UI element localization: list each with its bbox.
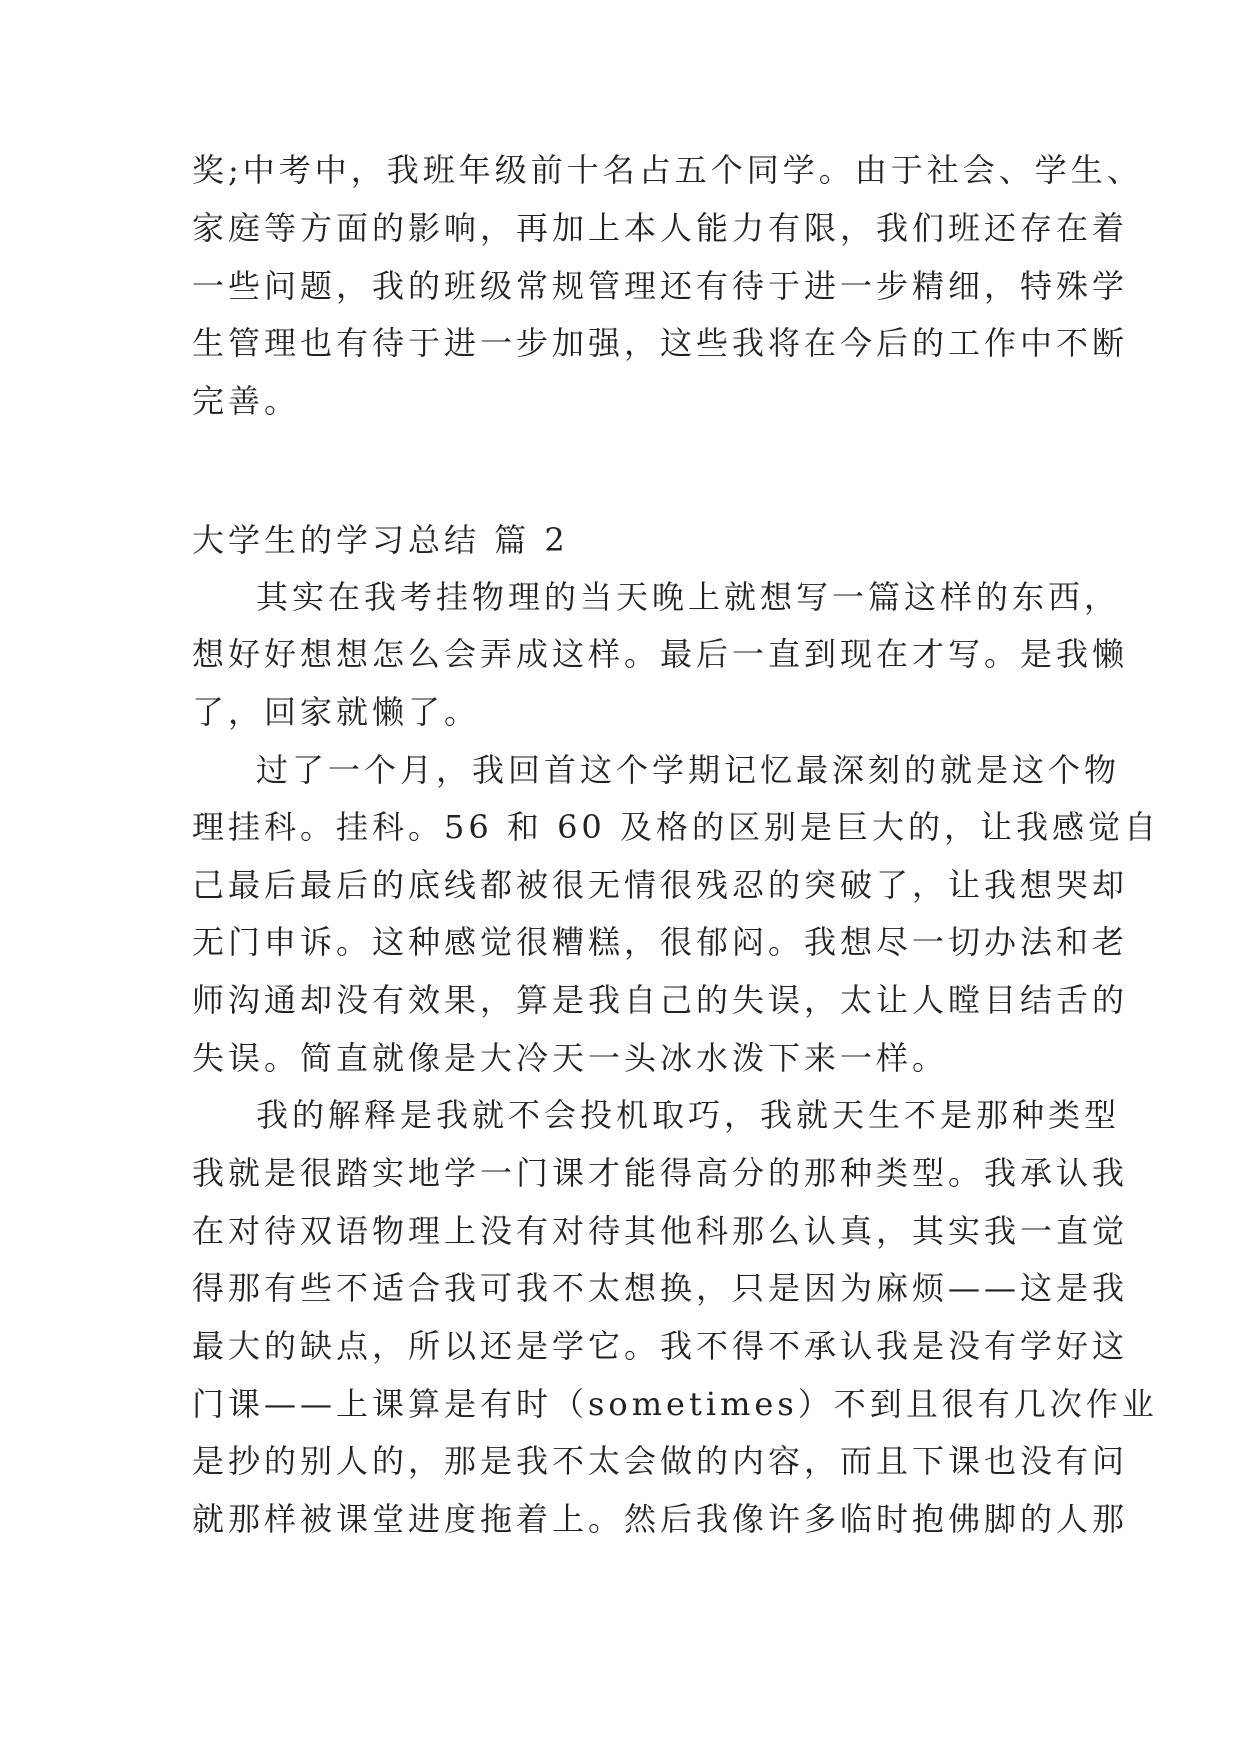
text-line: 是抄的别人的，那是我不太会做的内容，而且下课也没有问 xyxy=(192,1442,1129,1480)
text-line: 得那有些不适合我可我不太想换，只是因为麻烦——这是我 xyxy=(192,1269,1129,1307)
text-line: 就那样被课堂进度拖着上。然后我像许多临时抱佛脚的人那 xyxy=(192,1500,1129,1538)
text-line: 我的解释是我就不会投机取巧，我就天生不是那种类型 xyxy=(256,1096,1121,1134)
text-line: 我就是很踏实地学一门课才能得高分的那种类型。我承认我 xyxy=(192,1154,1129,1192)
text-line: 在对待双语物理上没有对待其他科那么认真，其实我一直觉 xyxy=(192,1212,1129,1250)
text-line: 己最后最后的底线都被很无情很残忍的突破了，让我想哭却 xyxy=(192,866,1129,904)
text-line: 无门申诉。这种感觉很糟糕，很郁闷。我想尽一切办法和老 xyxy=(192,923,1129,961)
text-line: 理挂科。挂科。56 和 60 及格的区别是巨大的，让我感觉自 xyxy=(192,808,1160,846)
text-line: 完善。 xyxy=(192,382,301,420)
text-line: 奖;中考中，我班年级前十名占五个同学。由于社会、学生、 xyxy=(192,151,1143,189)
section-title: 大学生的学习总结 篇 2 xyxy=(192,521,569,559)
text-line: 生管理也有待于进一步加强，这些我将在今后的工作中不断 xyxy=(192,324,1129,362)
text-line: 最大的缺点，所以还是学它。我不得不承认我是没有学好这 xyxy=(192,1327,1129,1365)
text-line: 师沟通却没有效果，算是我自己的失误，太让人瞠目结舌的 xyxy=(192,981,1129,1019)
text-line: 想好好想想怎么会弄成这样。最后一直到现在才写。是我懒 xyxy=(192,635,1129,673)
text-line: 家庭等方面的影响，再加上本人能力有限，我们班还存在着 xyxy=(192,209,1129,247)
text-line: 一些问题，我的班级常规管理还有待于进一步精细，特殊学 xyxy=(192,267,1129,305)
text-line: 其实在我考挂物理的当天晚上就想写一篇这样的东西， xyxy=(256,578,1121,616)
text-line: 门课——上课算是有时（sometimes）不到且很有几次作业 xyxy=(192,1385,1158,1423)
text-line: 失误。简直就像是大冷天一头冰水泼下来一样。 xyxy=(192,1039,949,1077)
text-line: 了，回家就懒了。 xyxy=(192,693,481,731)
text-line: 过了一个月，我回首这个学期记忆最深刻的就是这个物 xyxy=(256,751,1121,789)
